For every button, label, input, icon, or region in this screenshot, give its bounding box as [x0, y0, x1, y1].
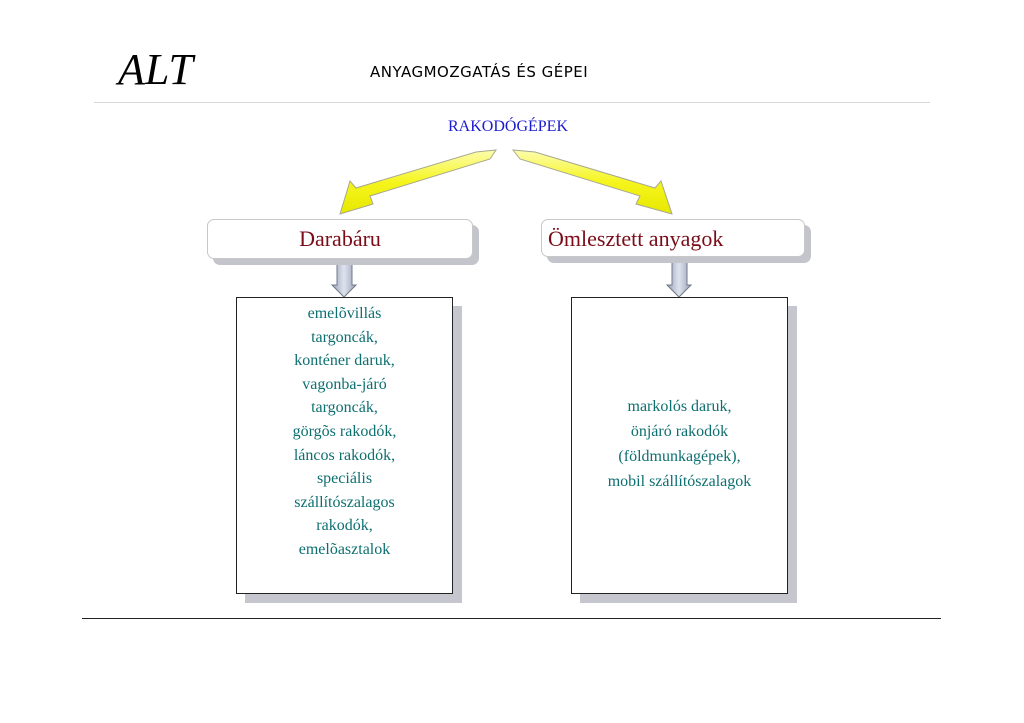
list-item: rakodók,: [316, 517, 373, 535]
darabaru-machine-list: [236, 297, 453, 594]
list-item: speciális: [316, 470, 373, 488]
left-yellow-arrow: [340, 150, 496, 214]
list-item: önjáró rakodók: [630, 423, 729, 440]
header-title: ANYAGMOZGATÁS ÉS GÉPEI: [370, 63, 589, 81]
list-item: (földmunkagépek),: [618, 448, 741, 465]
list-item: görgõs rakodók,: [292, 422, 397, 440]
right-gray-arrow: [667, 258, 691, 297]
omlesztett-machine-list: [571, 297, 788, 594]
list-item: mobil szállítószalagok: [607, 473, 752, 490]
bottom-divider: [82, 618, 941, 619]
list-item: targoncák,: [311, 399, 378, 417]
category-darabaru: Darabáru: [207, 219, 473, 259]
list-item: vagonba-járó: [302, 375, 387, 393]
alt-logo: ALT: [118, 45, 193, 94]
right-yellow-arrow: [513, 150, 672, 214]
list-item: markolós daruk,: [627, 398, 732, 415]
diagram-title: RAKODÓGÉPEK: [448, 118, 568, 135]
list-item: szállítószalagos: [294, 493, 395, 511]
list-item: emelõasztalok: [298, 540, 391, 558]
list-item: emelõvillás: [307, 305, 382, 322]
list-item: targoncák,: [311, 328, 378, 346]
category-omlesztett-anyagok: Ömlesztett anyagok: [541, 219, 805, 257]
list-item: konténer daruk,: [294, 352, 395, 370]
list-item: láncos rakodók,: [293, 446, 396, 464]
left-gray-arrow: [332, 258, 356, 297]
